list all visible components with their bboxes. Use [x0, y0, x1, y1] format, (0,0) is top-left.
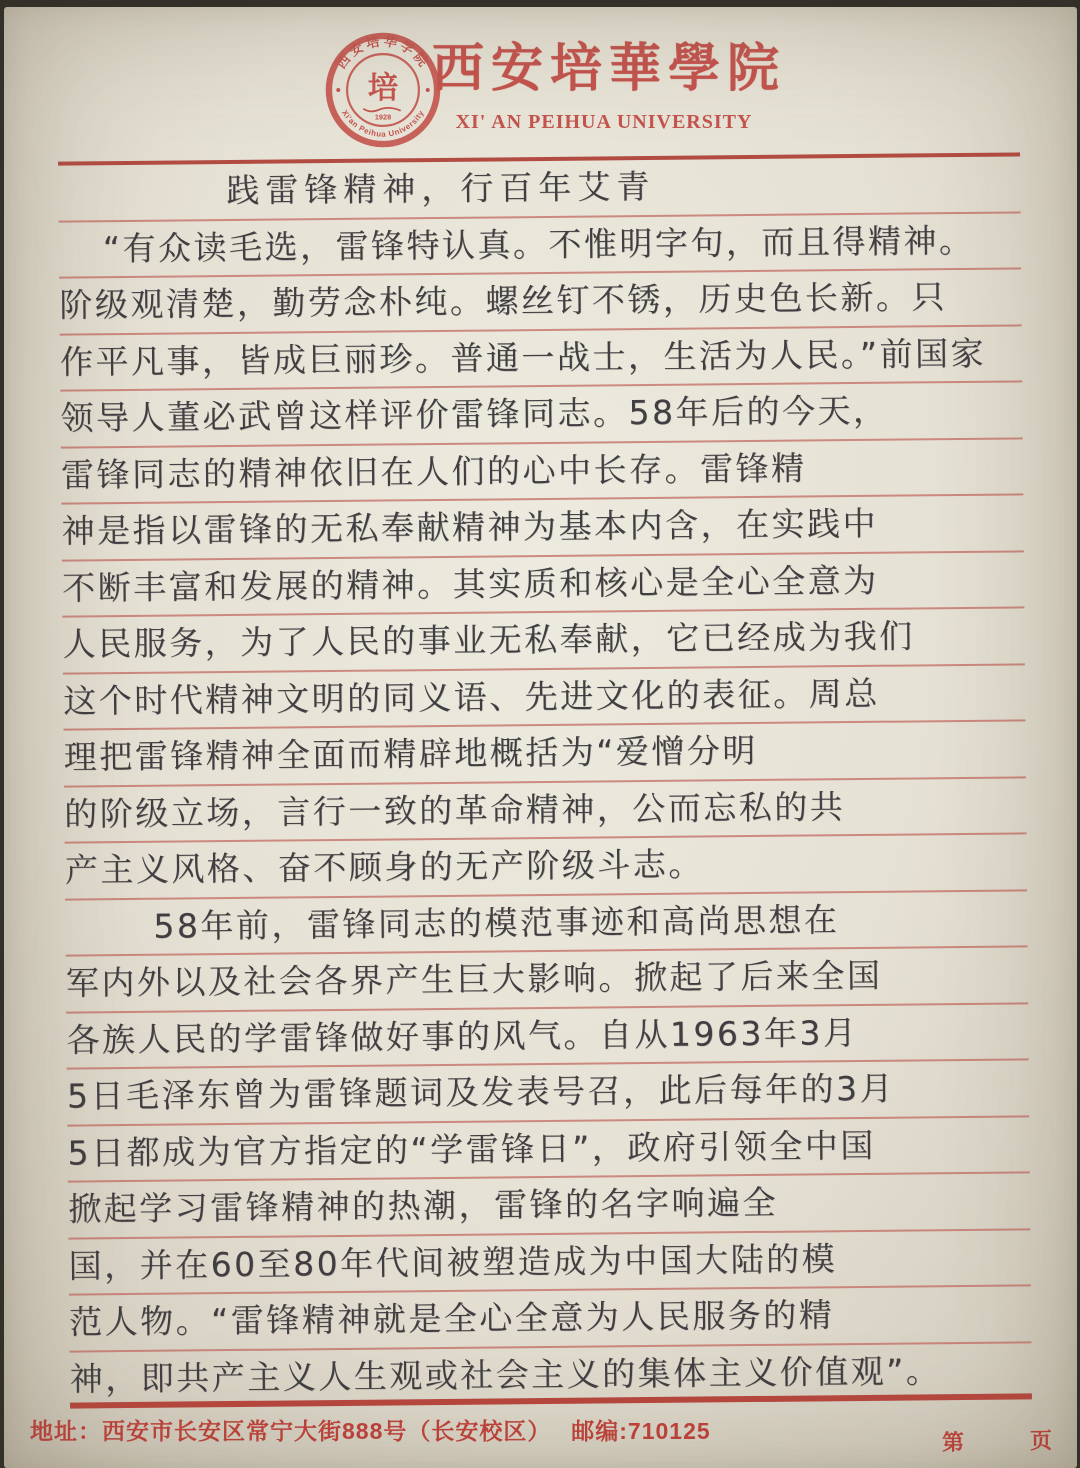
- essay-line: [62, 552, 1024, 618]
- essay-line-text: 阶级观清楚，勤劳念朴纯。螺丝钉不锈，历史色长新。只: [59, 277, 948, 325]
- essay-line-text: 作平凡事，皆成巨丽珍。普通一战士，生活为人民。”前国家: [59, 333, 987, 382]
- university-name-english: XI' AN PEIHUA UNIVERSITY: [455, 111, 753, 133]
- university-name-chinese: 西安培華學院: [432, 38, 787, 99]
- essay-line-text: “有众读毛选，雷锋特认真。不惟明字句，而且得精神。: [102, 220, 975, 268]
- essay-line: [63, 721, 1025, 787]
- essay-line-text: 这个时代精神文明的同义语、先进文化的表征。周总: [63, 673, 880, 721]
- essay-line: [68, 1173, 1030, 1239]
- essay-line-text: 理把雷锋精神全面而精辟地概括为“爱憎分明: [63, 730, 759, 777]
- essay-line-text: 国，并在60至80年代间被塑造成为中国大陆的模: [68, 1238, 838, 1286]
- essay-line-text: 神是指以雷锋的无私奉献精神为基本内含，在实践中: [61, 503, 879, 551]
- essay-line-text: 神，即共产主义人生观或社会主义的集体主义价值观”。: [69, 1350, 942, 1399]
- essay-lines: [59, 213, 1032, 1409]
- essay-line: [61, 439, 1023, 505]
- svg-text:西安培华学院: 西安培华学院: [334, 34, 432, 72]
- essay-line: [65, 891, 1027, 957]
- essay-line-text: 58年前，雷锋同志的模范事迹和高尚思想在: [153, 899, 840, 946]
- essay-line: [60, 382, 1022, 448]
- page-label-prefix: 第: [941, 1429, 965, 1455]
- essay-line-text: 掀起学习雷锋精神的热潮，雷锋的名字响遍全: [67, 1182, 779, 1229]
- essay-line: [65, 834, 1027, 900]
- svg-text:培: 培: [367, 69, 399, 106]
- essay-line: [60, 326, 1022, 392]
- essay-line: [59, 269, 1021, 335]
- page-number-field: [942, 1424, 1053, 1457]
- essay-line: [61, 495, 1023, 561]
- essay-line: [66, 1004, 1028, 1070]
- ruled-sheet: [58, 152, 1032, 1409]
- essay-line: [62, 608, 1024, 674]
- page-label-suffix: 页: [1029, 1428, 1053, 1454]
- essay-line-text: 不断丰富和发展的精神。其实质和核心是全心全意为: [61, 560, 879, 608]
- essay-line-text: 5日都成为官方指定的“学雷锋日”，政府引领全中国: [67, 1125, 876, 1173]
- letterhead-paper: [4, 7, 1077, 1468]
- essay-line-text: 军内外以及社会各界产生巨大影响。掀起了后来全国: [65, 955, 883, 1003]
- essay-line: [69, 1343, 1031, 1409]
- essay-title-row: [58, 156, 1020, 222]
- essay-line: [59, 213, 1021, 279]
- essay-line-text: 领导人董必武曾这样评价雷锋同志。58年后的今天，: [60, 390, 889, 438]
- essay-line-text: 各族人民的学雷锋做好事的风气。自从1963年3月: [66, 1012, 859, 1060]
- essay-line-text: 雷锋同志的精神依旧在人们的心中长存。雷锋精: [60, 447, 807, 495]
- essay-title: 践雷锋精神，行百年艾青: [226, 166, 656, 211]
- svg-text:Xi'an Peihua University: Xi'an Peihua University: [340, 108, 426, 139]
- essay-line-text: 人民服务，为了人民的事业无私奉献，它已经成为我们: [62, 616, 915, 664]
- essay-line: [67, 1117, 1029, 1183]
- essay-line-text: 产主义风格、奋不顾身的无产阶级斗志。: [64, 844, 704, 890]
- letterhead-header: [4, 15, 1077, 163]
- essay-line: [68, 1230, 1030, 1296]
- svg-text:1928: 1928: [374, 112, 392, 122]
- essay-line: [64, 778, 1026, 844]
- essay-line: [67, 1060, 1029, 1126]
- essay-line-text: 范人物。“雷锋精神就是全心全意为人民服务的精: [68, 1295, 835, 1342]
- essay-line: [63, 665, 1025, 731]
- essay-line-text: 的阶级立场，言行一致的革命精神，公而忘私的共: [64, 786, 846, 834]
- essay-line: [66, 947, 1028, 1013]
- footer-address: 地址：西安市长安区常宁大街888号（长安校区） 邮编:710125: [30, 1418, 711, 1444]
- essay-line: [69, 1286, 1031, 1352]
- essay-line-text: 5日毛泽东曾为雷锋题词及发表号召，此后每年的3月: [66, 1068, 896, 1116]
